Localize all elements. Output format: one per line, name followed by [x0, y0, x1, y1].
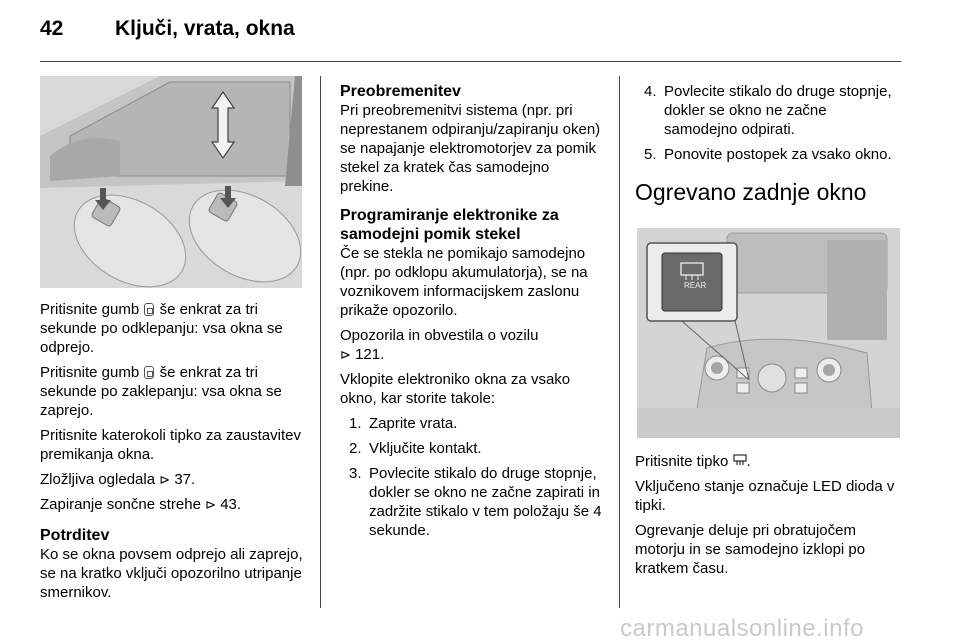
paragraph-unlock: [40, 300, 305, 357]
lock-button-icon: [144, 366, 154, 379]
paragraph-confirmation: Ko se okna povsem odprejo ali zaprejo, se na kratko vključi opozorilno utripanje smernikov.: [40, 546, 303, 601]
paragraph-mirrors-ref: [40, 470, 305, 489]
step-text: Ponovite postopek za vsako okno.: [664, 146, 892, 163]
unlock-button-icon: [144, 303, 154, 316]
press-rear-period: .: [746, 453, 751, 470]
warnings-ref-page[interactable]: 121.: [355, 346, 385, 363]
column-right-bottom: [635, 452, 903, 584]
list-item: [635, 82, 903, 139]
step-number: 3.: [349, 465, 362, 482]
steps-list-2: [635, 82, 903, 164]
mirrors-ref-page[interactable]: 37.: [174, 471, 196, 488]
press-rear-text: Pritisnite tipko: [635, 453, 729, 470]
heading-programming: Programiranje elektronike za samodejni pomik stekel: [340, 207, 559, 243]
paragraph-heating: Ogrevanje deluje pri obratujočem motorju in se samodejno izklopi po kratkem času.: [635, 522, 866, 577]
column-divider-right: [619, 76, 620, 608]
paragraph-lock-text-b: še enkrat za tri sekunde po zaklepanju: vsa okna se zaprejo.: [40, 364, 282, 419]
paragraph-led: Vključeno stanje označuje LED dioda v tipki.: [635, 478, 895, 514]
step-text: Vključite kontakt.: [369, 440, 482, 457]
page-number: 42: [40, 17, 64, 40]
dashboard-drawing: [637, 228, 900, 438]
paragraph-press-rear: [635, 452, 903, 471]
mirrors-ref-text: Zložljiva ogledala: [40, 471, 156, 488]
ref-arrow-icon: ⊳: [340, 347, 351, 362]
step-number: 5.: [644, 146, 657, 163]
list-item: [635, 145, 903, 164]
window-key-drawing: [40, 76, 302, 288]
header-rule: [40, 61, 901, 62]
section-title-heated-rear-window: Ogrevano zadnje okno: [635, 179, 867, 205]
heading-overload: Preobremenitev: [340, 83, 461, 100]
rear-window-button-illustration: [637, 228, 900, 438]
paragraph-stop: Pritisnite katerokoli tipko za zaustavitev premikanja okna.: [40, 427, 301, 463]
sunroof-ref-page[interactable]: 43.: [220, 496, 242, 513]
watermark: carmanualsonline.info: [620, 615, 864, 642]
steps-list-1: [340, 414, 605, 540]
warnings-ref-text: Opozorila in obvestila o vozilu: [340, 327, 539, 344]
ref-arrow-icon: ⊳: [159, 472, 171, 487]
step-text: Zaprite vrata.: [369, 415, 458, 432]
page-header: [40, 17, 295, 41]
step-number: 4.: [644, 83, 657, 100]
sunroof-ref-text: Zapiranje sončne strehe: [40, 496, 201, 513]
step-text: Povlecite stikalo do druge stopnje, dokler se okno ne začne samodejno odpirati.: [664, 83, 892, 138]
paragraph-sunroof-ref: [40, 495, 305, 514]
paragraph-activate: Vklopite elektroniko okna za vsako okno, kar storite takole:: [340, 371, 571, 407]
paragraph-warnings-ref: [340, 326, 605, 364]
list-item: [340, 464, 605, 540]
paragraph-lock-text-a: Pritisnite gumb: [40, 364, 140, 381]
paragraph-overload: Pri preobremenitvi sistema (npr. pri neprestanem odpiranju/zapiranju oken) se napajanje elektromotorjev za pomik stekel za kratek čas samodejno prekine.: [340, 102, 601, 195]
paragraph-unlock-text-b: še enkrat za tri sekunde po odklepanju: vsa okna se odprejo.: [40, 301, 283, 356]
step-number: 1.: [349, 415, 362, 432]
list-item: [340, 439, 605, 458]
window-key-illustration: [40, 76, 302, 288]
paragraph-lock: [40, 363, 305, 420]
paragraph-programming: Če se stekla ne pomikajo samodejno (npr. po odklopu akumulatorja), se na voznikovem informacijskem zaslonu prikaže opozorilo.: [340, 245, 588, 319]
rear-heating-icon: [733, 452, 747, 471]
step-number: 2.: [349, 440, 362, 457]
list-item: [340, 414, 605, 433]
rear-button-label: REAR: [684, 281, 707, 290]
ref-arrow-icon: ⊳: [205, 497, 217, 512]
heading-confirmation: Potrditev: [40, 527, 110, 544]
column-left: [40, 300, 305, 608]
column-right: [635, 82, 903, 206]
page-title: Ključi, vrata, okna: [115, 17, 295, 40]
paragraph-unlock-text-a: Pritisnite gumb: [40, 301, 140, 318]
column-middle: [340, 82, 605, 546]
step-text: Povlecite stikalo do druge stopnje, dokler se okno ne začne zapirati in zadržite stikalo v tem položaju še 4 sekunde.: [369, 465, 602, 539]
column-divider-left: [320, 76, 321, 608]
